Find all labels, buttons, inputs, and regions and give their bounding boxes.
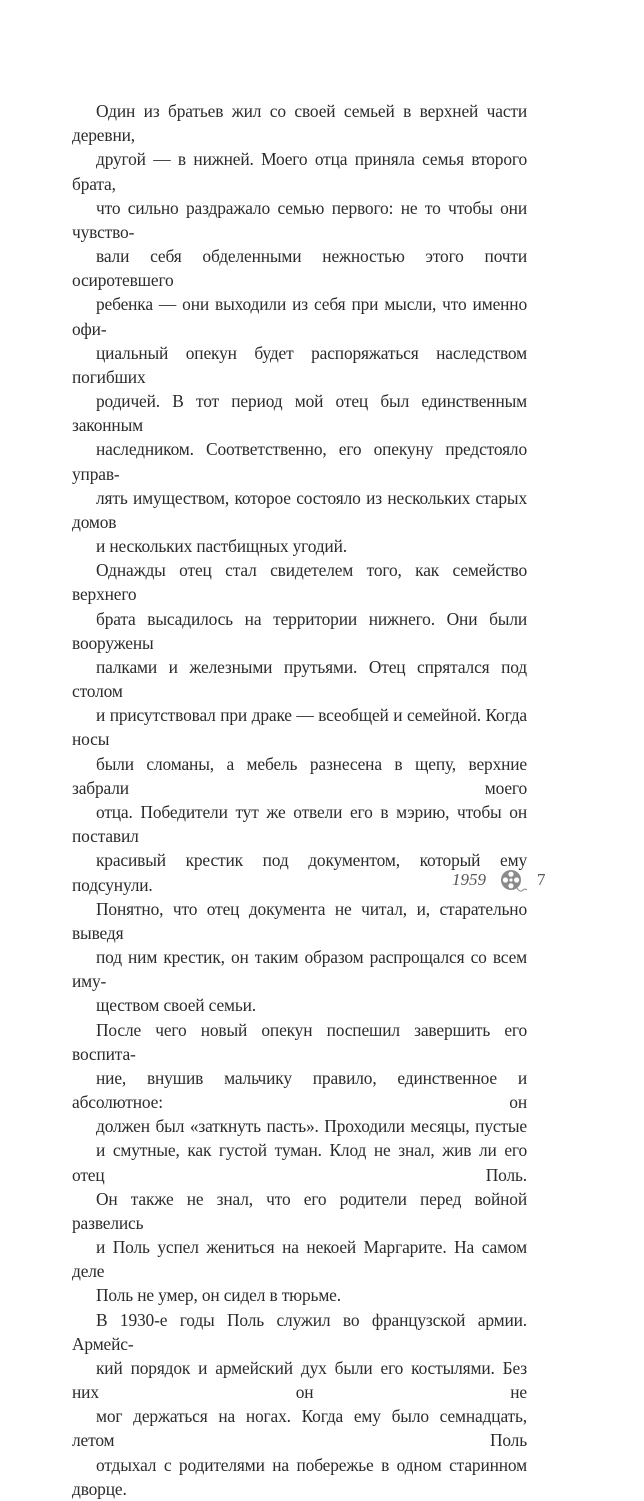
text-line: и Поль успел жениться на некоей Маргарите. На самом деле — [72, 1237, 527, 1282]
text-line: циальный опекун будет распоряжаться наследством погибших — [72, 342, 527, 387]
text-line: под ним крестик, он таким образом распрощался со всем иму- — [72, 947, 527, 992]
paragraph-4 — [72, 1308, 527, 1501]
text-line: отца. Победители тут же отвели его в мэрию, чтобы он поставил — [72, 801, 527, 847]
page-footer — [440, 868, 560, 898]
paragraph-2 — [72, 558, 527, 1017]
text-line: Поль не умер, он сидел в тюрьме. — [96, 1285, 341, 1306]
text-line: и смутные, как густой туман. Клод не знал, жив ли его отец Поль. — [72, 1140, 527, 1185]
text-line: Он также не знал, что его родители перед войной развелись — [72, 1188, 527, 1233]
text-line: палками и железными прутьями. Отец спрятался под столом — [72, 656, 527, 702]
text-line: другой — в нижней. Моего отца приняла семья второго брата, — [72, 149, 527, 194]
page-number: 7 — [537, 870, 546, 889]
text-line: ребенка — они выходили из себя при мысли, что именно офи- — [72, 294, 527, 339]
paragraph-1 — [72, 99, 527, 558]
text-line: должен был «заткнуть пасть». Проходили месяцы, пустые — [96, 1116, 527, 1137]
paragraph-3 — [72, 1018, 527, 1308]
film-reel-icon — [499, 869, 529, 895]
running-head: 1959 — [452, 870, 486, 889]
text-line: Один из братьев жил со своей семьей в верхней части деревни, — [72, 101, 527, 146]
text-line: что сильно раздражало семью первого: не то чтобы они чувство- — [72, 197, 527, 242]
text-line: Однажды отец стал свидетелем того, как семейство верхнего — [72, 560, 527, 605]
text-line: вали себя обделенными нежностью этого почти осиротевшего — [72, 246, 527, 291]
text-line: отдыхал с родителями на побережье в одном старинном дворце. — [72, 1454, 527, 1499]
text-line: родичей. В тот период мой отец был единственным законным — [72, 391, 527, 436]
text-line: брата высадилось на территории нижнего. Они были вооружены — [72, 608, 527, 653]
text-line: В 1930-е годы Поль служил во французской армии. Армейс- — [72, 1309, 527, 1354]
text-line: были сломаны, а мебель разнесена в щепу, верхние забрали моего — [72, 753, 527, 798]
text-line: лять имуществом, которое состояло из нескольких старых домов — [72, 487, 527, 532]
text-line: ществом своей семьи. — [96, 995, 257, 1016]
text-line: и присутствовал при драке — всеобщей и семейной. Когда носы — [72, 705, 527, 750]
text-line: кий порядок и армейский дух были его костылями. Без них он не — [72, 1357, 527, 1403]
text-line: красивый крестик под документом, который ему подсунули. — [72, 850, 527, 895]
text-line: наследником. Соответственно, его опекуну предстояло управ- — [72, 439, 527, 484]
text-line: и нескольких пастбищных угодий. — [96, 536, 347, 557]
text-line: ние, внушив мальчику правило, единственное и абсолютное: он — [72, 1067, 527, 1113]
page-body — [72, 99, 527, 1501]
text-line: Понятно, что отец документа не читал, и, старательно выведя — [72, 898, 527, 943]
text-line: После чего новый опекун поспешил завершить его воспита- — [72, 1019, 527, 1064]
text-line: мог держаться на ногах. Когда ему было семнадцать, летом Поль — [72, 1406, 527, 1451]
